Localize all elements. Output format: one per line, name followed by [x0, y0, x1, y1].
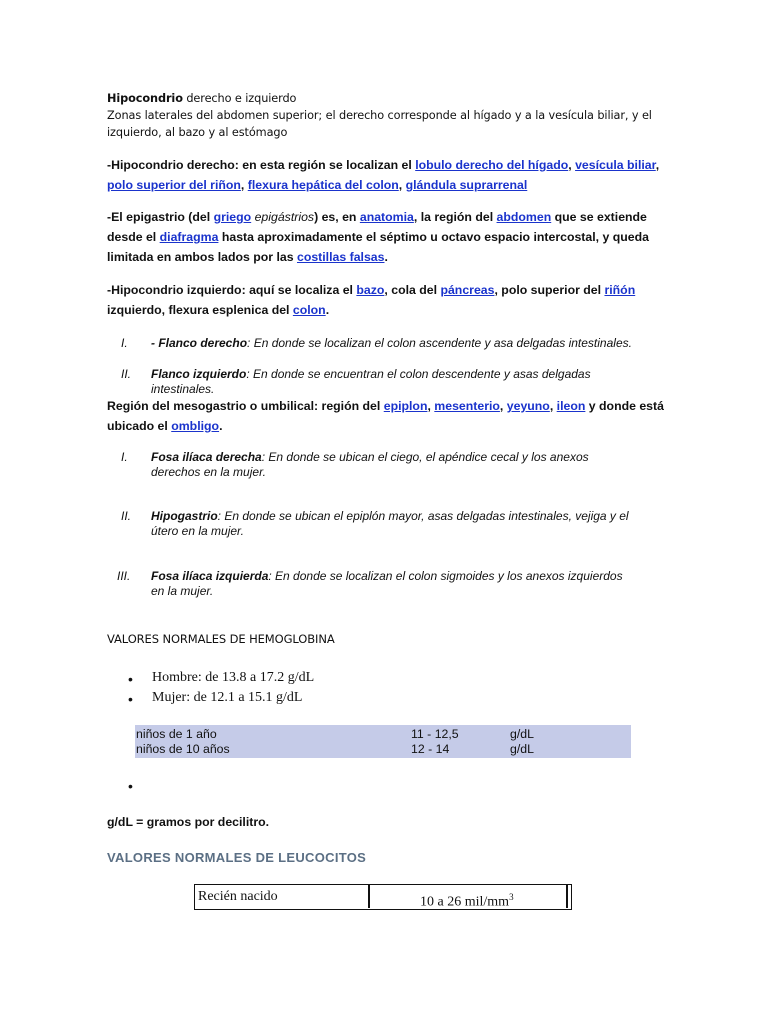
- hemoglobina-hombre: Hombre: de 13.8 a 17.2 g/dL: [152, 670, 315, 685]
- link-costillas-falsas[interactable]: costillas falsas: [296, 250, 385, 264]
- mesogastrio-paragraph: Región del mesogastrio o umbilical: región del epiplon, mesenterio, yeyuno, ileon y donde está ubicado el ombligo.: [107, 399, 664, 433]
- cell-unit: g/dL: [510, 727, 534, 741]
- list-item-fosa-iliaca-derecha: I. Fosa ilíaca derecha: En donde se ubican el ciego, el apéndice cecal y los anexos derechos en la mujer.: [121, 450, 589, 479]
- cell-range: 11 - 12,5: [411, 727, 459, 741]
- cell-recien-nacido: Recién nacido: [198, 889, 278, 904]
- table-divider: [566, 885, 568, 908]
- link-epiplon[interactable]: epiplon: [383, 399, 428, 413]
- hipocondrio-derecho-paragraph: -Hipocondrio derecho: en esta región se localizan el lobulo derecho del hígado, vesícula biliar, polo superior del riñon, flexura hepática del colon, glándula suprarrenal: [107, 158, 660, 192]
- link-lobulo-derecho[interactable]: lobulo derecho del hígado: [415, 158, 569, 172]
- cell-label: niños de 10 años: [136, 742, 230, 756]
- hipocondrio-description-line2: izquierdo, al bazo y al estómago: [107, 126, 288, 139]
- hemoglobina-footnote: g/dL = gramos por decilitro.: [107, 815, 270, 829]
- link-anatomia[interactable]: anatomia: [359, 210, 414, 224]
- table-row: [135, 726, 631, 742]
- link-bazo[interactable]: bazo: [356, 283, 385, 297]
- list-item-fosa-iliaca-izquierda: III. Fosa ilíaca izquierda: En donde se localizan el colon sigmoides y los anexos izquierdos en la mujer.: [117, 569, 623, 598]
- link-abdomen[interactable]: abdomen: [496, 210, 552, 224]
- link-colon[interactable]: colon: [292, 303, 326, 317]
- link-polo-superior-rinon[interactable]: polo superior del riñon: [107, 178, 241, 192]
- hipocondrio-heading: Hipocondrio derecho e izquierdo: [107, 92, 297, 105]
- table-row: [135, 741, 631, 757]
- list-item-hipogastrio: II. Hipogastrio: En donde se ubican el epiplón mayor, asas delgadas intestinales, vejiga y el útero en la mujer.: [121, 509, 629, 538]
- cell-unit: g/dL: [510, 742, 534, 756]
- hemoglobina-mujer: Mujer: de 12.1 a 15.1 g/dL: [152, 690, 303, 705]
- leucocitos-heading: VALORES NORMALES DE LEUCOCITOS: [107, 850, 367, 865]
- list-item-flanco-izquierdo: II. Flanco izquierdo: En donde se encuentran el colon descendente y asas delgadas intestinales.: [121, 367, 591, 396]
- link-mesenterio[interactable]: mesenterio: [434, 399, 500, 413]
- hipocondrio-description-line1: Zonas laterales del abdomen superior; el derecho corresponde al hígado y a la vesícula biliar, y el: [107, 109, 652, 122]
- link-glandula-suprarrenal[interactable]: glándula suprarrenal: [405, 178, 528, 192]
- hemoglobina-table: [135, 725, 631, 758]
- bullet-icon: •: [128, 691, 133, 707]
- link-pancreas[interactable]: páncreas: [440, 283, 495, 297]
- epigastrio-paragraph: -El epigastrio (del griego epigástrios) es, en anatomia, la región del abdomen que se extiende desde el diafragma hasta aproximadamente el séptimo u octavo espacio intercostal, y queda limitada en ambos lados por las costillas falsas.: [107, 210, 649, 264]
- link-griego[interactable]: griego: [213, 210, 252, 224]
- link-vesicula-biliar[interactable]: vesícula biliar: [575, 158, 656, 172]
- leucocitos-table: [194, 884, 572, 910]
- table-divider: [368, 885, 370, 908]
- link-diafragma[interactable]: diafragma: [159, 230, 219, 244]
- hipocondrio-izquierdo-paragraph: -Hipocondrio izquierdo: aquí se localiza el bazo, cola del páncreas, polo superior del riñón izquierdo, flexura esplenica del colon.: [107, 283, 636, 317]
- cell-leucocitos-value: 10 a 26 mil/$mm^3$: [420, 892, 514, 910]
- hemoglobina-heading: VALORES NORMALES DE HEMOGLOBINA: [107, 632, 335, 646]
- bullet-icon: •: [128, 671, 133, 687]
- cell-range: 12 - 14: [411, 742, 450, 756]
- link-ileon[interactable]: ileon: [556, 399, 586, 413]
- empty-bullet: •: [128, 778, 133, 794]
- link-rinon[interactable]: riñón: [604, 283, 636, 297]
- link-flexura-hepatica[interactable]: flexura hepática del colon: [247, 178, 399, 192]
- link-ombligo[interactable]: ombligo: [171, 419, 220, 433]
- hipocondrio-title: Hipocondrio: [107, 92, 183, 105]
- list-item-flanco-derecho: I. - Flanco derecho: En donde se localizan el colon ascendente y asa delgadas intestinales.: [121, 336, 632, 350]
- cell-label: niños de 1 año: [136, 727, 217, 741]
- link-yeyuno[interactable]: yeyuno: [506, 399, 550, 413]
